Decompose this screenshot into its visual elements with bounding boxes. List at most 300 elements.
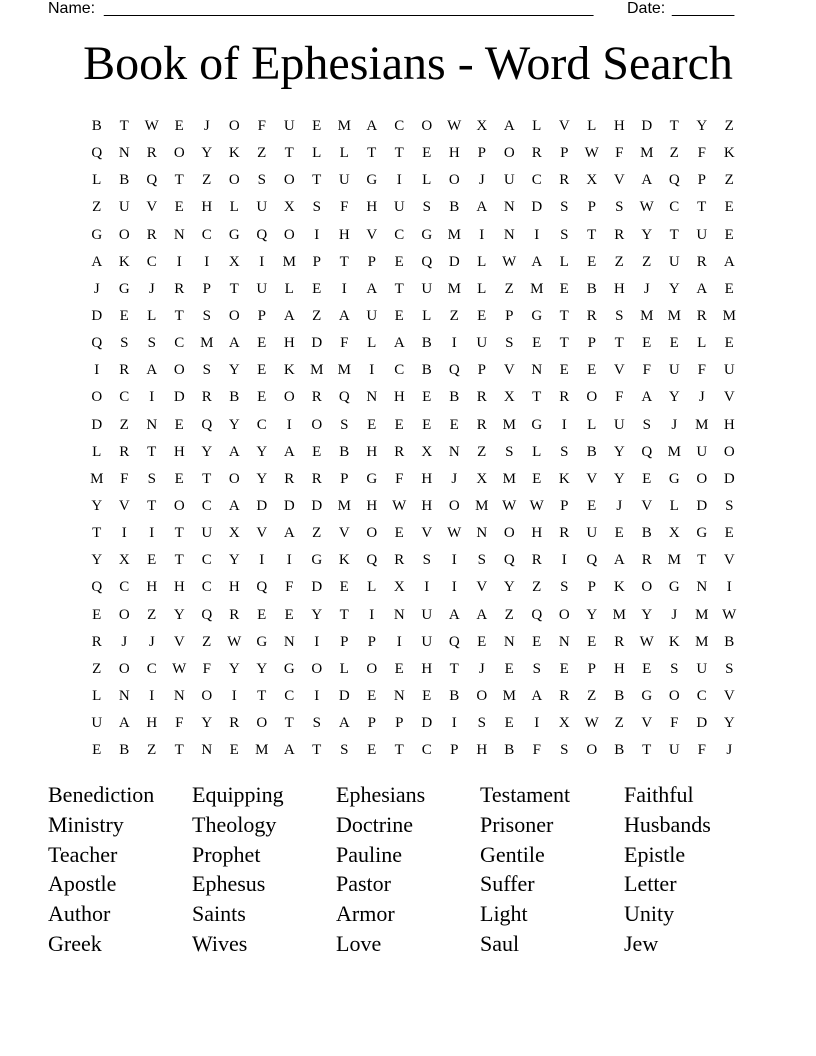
grid-letter: V xyxy=(558,118,570,134)
grid-letter: Q xyxy=(201,606,213,623)
grid-letter: S xyxy=(477,715,486,732)
grid-letter: B xyxy=(641,525,652,542)
grid-letter: S xyxy=(615,199,624,216)
grid-letter: I xyxy=(534,715,540,732)
grid-letter: H xyxy=(338,226,350,243)
grid-letter: Q xyxy=(256,226,268,243)
grid-letter: X xyxy=(228,253,240,270)
grid-letter: D xyxy=(173,389,185,406)
grid-letter: S xyxy=(725,497,734,514)
grid-letter: E xyxy=(174,118,184,134)
grid-letter: L xyxy=(312,145,322,162)
grid-letter: N xyxy=(393,606,405,623)
grid-letter: O xyxy=(421,118,433,134)
word-list-item: Suffer xyxy=(480,871,535,897)
grid-letter: L xyxy=(587,118,597,134)
grid-letter: U xyxy=(118,199,130,216)
grid-letter: T xyxy=(614,335,624,352)
grid-letter: K xyxy=(558,470,570,487)
grid-letter: E xyxy=(559,280,569,297)
grid-letter: S xyxy=(505,443,514,460)
grid-letter: G xyxy=(668,579,680,596)
grid-letter: Y xyxy=(228,416,240,433)
grid-letter: S xyxy=(725,660,734,677)
grid-letter: H xyxy=(366,199,378,216)
grid-letter: I xyxy=(286,552,292,569)
grid-letter: J xyxy=(148,280,155,297)
grid-letter: E xyxy=(724,199,734,216)
grid-letter: Y xyxy=(201,443,213,460)
grid-letter: E xyxy=(724,226,734,243)
grid-letter: V xyxy=(613,362,625,379)
grid-letter: T xyxy=(449,660,459,677)
word-list xyxy=(48,780,768,959)
grid-letter: P xyxy=(587,660,596,677)
grid-letter: U xyxy=(668,742,680,759)
grid-letter: P xyxy=(395,715,404,732)
grid-letter: I xyxy=(286,416,292,433)
grid-letter: W xyxy=(392,497,407,514)
grid-letter: M xyxy=(475,497,489,514)
grid-letter: T xyxy=(394,742,404,759)
grid-letter: S xyxy=(340,742,349,759)
grid-letter: B xyxy=(229,389,240,406)
grid-letter: B xyxy=(91,118,102,134)
grid-letter: Y xyxy=(256,660,268,677)
grid-letter: P xyxy=(587,199,596,216)
grid-letter: R xyxy=(146,226,157,243)
grid-letter: U xyxy=(366,307,378,324)
grid-letter: A xyxy=(366,280,378,297)
grid-letter: Z xyxy=(147,606,157,623)
grid-letter: S xyxy=(340,416,349,433)
grid-letter: E xyxy=(92,606,102,623)
grid-letter: U xyxy=(476,335,488,352)
date-field-line[interactable]: _______ xyxy=(672,0,735,17)
grid-letter: E xyxy=(422,389,432,406)
grid-letter: H xyxy=(421,660,433,677)
grid-letter: F xyxy=(615,389,624,406)
grid-letter: P xyxy=(340,633,349,650)
grid-letter: G xyxy=(118,280,130,297)
grid-letter: O xyxy=(311,660,323,677)
grid-letter: A xyxy=(476,606,488,623)
grid-letter: R xyxy=(696,253,707,270)
grid-letter: E xyxy=(339,579,349,596)
grid-letter: I xyxy=(369,606,375,623)
grid-letter: R xyxy=(229,715,240,732)
grid-letter: O xyxy=(503,145,515,162)
grid-letter: N xyxy=(283,633,295,650)
grid-letter: T xyxy=(669,118,679,134)
grid-letter: W xyxy=(502,497,517,514)
grid-letter: O xyxy=(118,226,130,243)
grid-letter: E xyxy=(532,633,542,650)
grid-letter: N xyxy=(531,362,543,379)
grid-letter: A xyxy=(696,280,708,297)
grid-letter: Z xyxy=(504,280,514,297)
grid-letter: Q xyxy=(146,172,158,189)
grid-letter: M xyxy=(502,416,516,433)
word-list-item: Armor xyxy=(336,901,395,927)
word-list-item: Prisoner xyxy=(480,811,554,837)
grid-letter: M xyxy=(667,307,681,324)
grid-letter: F xyxy=(340,199,349,216)
grid-letter: E xyxy=(257,362,267,379)
grid-letter: J xyxy=(643,280,650,297)
grid-letter: L xyxy=(229,199,239,216)
grid-letter: F xyxy=(257,118,266,134)
grid-letter: T xyxy=(669,226,679,243)
grid-letter: E xyxy=(257,389,267,406)
grid-letter: X xyxy=(668,525,680,542)
grid-letter: O xyxy=(503,525,515,542)
grid-letter: D xyxy=(311,497,323,514)
grid-letter: L xyxy=(697,335,707,352)
grid-letter: R xyxy=(284,470,295,487)
word-list-item: Pastor xyxy=(336,871,391,897)
grid-letter: P xyxy=(367,715,376,732)
grid-letter: I xyxy=(231,687,237,704)
grid-letter: O xyxy=(228,172,240,189)
grid-letter: X xyxy=(393,579,405,596)
grid-letter: I xyxy=(424,579,430,596)
word-list-item: Benediction xyxy=(48,782,155,807)
grid-letter: A xyxy=(283,742,295,759)
grid-letter: R xyxy=(119,443,130,460)
grid-letter: R xyxy=(394,552,405,569)
grid-letter: B xyxy=(421,335,432,352)
grid-letter: H xyxy=(173,443,185,460)
grid-letter: I xyxy=(314,226,320,243)
grid-letter: T xyxy=(312,742,322,759)
grid-letter: N xyxy=(146,416,158,433)
grid-letter: D xyxy=(91,416,103,433)
grid-letter: F xyxy=(642,362,651,379)
grid-letter: M xyxy=(695,633,709,650)
grid-letter: D xyxy=(696,497,708,514)
grid-letter: V xyxy=(586,470,598,487)
grid-letter: I xyxy=(451,335,457,352)
grid-letter: U xyxy=(696,660,708,677)
grid-letter: L xyxy=(92,687,102,704)
grid-letter: A xyxy=(91,253,103,270)
grid-letter: C xyxy=(531,172,542,189)
grid-letter: E xyxy=(614,525,624,542)
grid-letter: N xyxy=(503,226,515,243)
grid-letter: U xyxy=(503,172,515,189)
grid-letter: E xyxy=(367,742,377,759)
grid-letter: V xyxy=(118,497,130,514)
grid-letter: T xyxy=(174,525,184,542)
grid-letter: I xyxy=(451,552,457,569)
word-list-item: Jew xyxy=(624,930,659,956)
grid-letter: A xyxy=(228,335,240,352)
grid-letter: E xyxy=(394,307,404,324)
grid-letter: M xyxy=(640,145,654,162)
grid-letter: F xyxy=(175,715,184,732)
grid-letter: W xyxy=(144,118,159,134)
grid-letter: E xyxy=(229,742,239,759)
grid-letter: X xyxy=(118,552,130,569)
word-list-item: Ministry xyxy=(48,811,124,837)
grid-letter: F xyxy=(285,579,294,596)
grid-letter: H xyxy=(146,579,158,596)
grid-letter: O xyxy=(448,497,460,514)
grid-letter: Y xyxy=(228,362,240,379)
grid-letter: N xyxy=(118,687,130,704)
grid-letter: Q xyxy=(91,335,103,352)
grid-letter: T xyxy=(559,307,569,324)
grid-letter: A xyxy=(641,172,653,189)
grid-letter: P xyxy=(367,633,376,650)
grid-letter: N xyxy=(503,633,515,650)
grid-letter: N xyxy=(503,199,515,216)
grid-letter: S xyxy=(422,199,431,216)
grid-letter: S xyxy=(312,199,321,216)
grid-letter: R xyxy=(311,389,322,406)
grid-letter: Z xyxy=(724,118,734,134)
word-list-item: Testament xyxy=(480,782,571,807)
grid-letter: Q xyxy=(503,552,515,569)
grid-letter: G xyxy=(283,660,295,677)
grid-letter: M xyxy=(640,307,654,324)
grid-letter: C xyxy=(119,389,130,406)
word-list-item: Saints xyxy=(192,901,246,927)
grid-letter: I xyxy=(341,280,347,297)
grid-letter: N xyxy=(448,443,460,460)
grid-letter: V xyxy=(723,552,735,569)
grid-letter: E xyxy=(174,470,184,487)
grid-letter: I xyxy=(396,172,402,189)
grid-letter: O xyxy=(118,606,130,623)
word-list-item: Doctrine xyxy=(336,811,413,837)
grid-letter: M xyxy=(530,280,544,297)
grid-letter: Y xyxy=(503,579,515,596)
grid-letter: U xyxy=(696,226,708,243)
grid-letter: C xyxy=(394,226,405,243)
grid-letter: V xyxy=(146,199,158,216)
grid-letter: T xyxy=(339,253,349,270)
grid-letter: C xyxy=(174,335,185,352)
grid-letter: F xyxy=(697,742,706,759)
grid-letter: S xyxy=(560,443,569,460)
grid-letter: Y xyxy=(228,660,240,677)
grid-letter: A xyxy=(118,715,130,732)
grid-letter: R xyxy=(559,389,570,406)
grid-letter: I xyxy=(561,416,567,433)
grid-letter: K xyxy=(668,633,680,650)
grid-letter: D xyxy=(421,715,433,732)
grid-letter: Z xyxy=(669,145,679,162)
grid-letter: R xyxy=(614,633,625,650)
grid-letter: M xyxy=(502,470,516,487)
grid-letter: O xyxy=(201,687,213,704)
grid-letter: H xyxy=(723,416,735,433)
grid-letter: D xyxy=(338,687,350,704)
grid-letter: Q xyxy=(448,633,460,650)
grid-letter: S xyxy=(202,307,211,324)
grid-letter: F xyxy=(697,145,706,162)
grid-letter: I xyxy=(149,687,155,704)
grid-letter: W xyxy=(639,199,654,216)
grid-letter: M xyxy=(200,335,214,352)
grid-letter: S xyxy=(670,660,679,677)
grid-letter: P xyxy=(587,579,596,596)
grid-letter: T xyxy=(174,307,184,324)
grid-letter: Z xyxy=(257,145,267,162)
grid-letter: U xyxy=(421,280,433,297)
grid-letter: K xyxy=(613,579,625,596)
grid-letter: N xyxy=(558,633,570,650)
grid-letter: S xyxy=(147,335,156,352)
grid-letter: E xyxy=(312,118,322,134)
grid-letter: W xyxy=(584,715,599,732)
grid-letter: Y xyxy=(201,145,213,162)
grid-letter: T xyxy=(532,389,542,406)
grid-letter: V xyxy=(476,579,488,596)
grid-letter: M xyxy=(337,362,351,379)
grid-letter: W xyxy=(172,660,187,677)
grid-letter: Q xyxy=(586,552,598,569)
grid-letter: E xyxy=(367,687,377,704)
grid-letter: Q xyxy=(366,552,378,569)
grid-letter: H xyxy=(366,497,378,514)
grid-letter: G xyxy=(311,552,323,569)
grid-letter: Y xyxy=(311,606,323,623)
grid-letter: H xyxy=(173,579,185,596)
grid-letter: R xyxy=(476,389,487,406)
grid-letter: C xyxy=(201,579,212,596)
grid-letter: H xyxy=(421,497,433,514)
name-field-line[interactable]: _______________________________________________________ xyxy=(104,0,594,17)
grid-letter: V xyxy=(613,172,625,189)
grid-letter: N xyxy=(696,579,708,596)
grid-letter: U xyxy=(91,715,103,732)
grid-letter: E xyxy=(147,552,157,569)
grid-letter: M xyxy=(667,443,681,460)
grid-letter: I xyxy=(314,687,320,704)
grid-letter: S xyxy=(477,552,486,569)
grid-letter: C xyxy=(201,226,212,243)
grid-letter: U xyxy=(338,172,350,189)
grid-letter: I xyxy=(561,552,567,569)
grid-letter: P xyxy=(312,253,321,270)
grid-letter: C xyxy=(421,742,432,759)
grid-letter: E xyxy=(669,335,679,352)
grid-letter: O xyxy=(283,172,295,189)
grid-letter: E xyxy=(257,606,267,623)
grid-letter: U xyxy=(723,362,735,379)
grid-letter: Z xyxy=(642,253,652,270)
grid-letter: R xyxy=(696,307,707,324)
grid-letter: T xyxy=(174,742,184,759)
grid-letter: J xyxy=(726,742,733,759)
grid-letter: Z xyxy=(477,443,487,460)
grid-letter: E xyxy=(422,687,432,704)
grid-letter: T xyxy=(284,715,294,732)
grid-letter: O xyxy=(696,470,708,487)
grid-letter: A xyxy=(531,253,543,270)
grid-letter: U xyxy=(256,199,268,216)
grid-letter: O xyxy=(668,687,680,704)
grid-letter: B xyxy=(339,443,350,460)
grid-letter: E xyxy=(174,199,184,216)
grid-letter: O xyxy=(366,660,378,677)
word-list-item: Gentile xyxy=(480,841,545,867)
grid-letter: I xyxy=(451,715,457,732)
grid-letter: E xyxy=(642,470,652,487)
grid-letter: I xyxy=(259,552,265,569)
grid-letter: X xyxy=(558,715,570,732)
grid-letter: E xyxy=(312,443,322,460)
grid-letter: U xyxy=(421,633,433,650)
grid-letter: Q xyxy=(668,172,680,189)
grid-letter: O xyxy=(256,715,268,732)
grid-letter: S xyxy=(560,226,569,243)
grid-letter: S xyxy=(257,172,266,189)
grid-letter: A xyxy=(283,443,295,460)
grid-letter: F xyxy=(395,470,404,487)
grid-letter: E xyxy=(257,335,267,352)
grid-letter: L xyxy=(367,579,377,596)
grid-letter: I xyxy=(534,226,540,243)
grid-letter: O xyxy=(228,470,240,487)
grid-letter: Q xyxy=(201,416,213,433)
grid-letter: Y xyxy=(91,497,103,514)
grid-letter: V xyxy=(338,525,350,542)
grid-letter: L xyxy=(477,280,487,297)
word-list-item: Greek xyxy=(48,930,102,956)
grid-letter: V xyxy=(641,715,653,732)
grid-letter: S xyxy=(147,470,156,487)
grid-letter: O xyxy=(173,145,185,162)
grid-letter: W xyxy=(447,525,462,542)
grid-letter: G xyxy=(366,172,378,189)
grid-letter: L xyxy=(422,172,432,189)
grid-letter: Q xyxy=(641,443,653,460)
grid-letter: S xyxy=(560,199,569,216)
grid-letter: E xyxy=(642,660,652,677)
grid-letter: Z xyxy=(312,525,322,542)
grid-letter: Q xyxy=(91,579,103,596)
grid-letter: B xyxy=(449,199,460,216)
grid-letter: X xyxy=(503,389,515,406)
grid-letter: J xyxy=(698,389,705,406)
grid-letter: J xyxy=(121,633,128,650)
grid-letter: X xyxy=(476,118,488,134)
grid-letter: E xyxy=(422,416,432,433)
grid-letter: R xyxy=(559,525,570,542)
grid-letter: A xyxy=(338,715,350,732)
grid-letter: O xyxy=(448,172,460,189)
grid-letter: E xyxy=(284,606,294,623)
grid-letter: K xyxy=(338,552,350,569)
word-list-item: Ephesus xyxy=(192,871,266,897)
grid-letter: T xyxy=(394,280,404,297)
grid-letter: Y xyxy=(201,715,213,732)
grid-letter: W xyxy=(227,633,242,650)
grid-letter: W xyxy=(639,633,654,650)
grid-letter: R xyxy=(531,552,542,569)
grid-letter: A xyxy=(283,307,295,324)
grid-letter: I xyxy=(314,633,320,650)
grid-letter: L xyxy=(559,253,569,270)
grid-letter: R xyxy=(174,280,185,297)
grid-letter: D xyxy=(641,118,653,134)
grid-letter: Q xyxy=(448,362,460,379)
grid-letter: B xyxy=(119,172,130,189)
